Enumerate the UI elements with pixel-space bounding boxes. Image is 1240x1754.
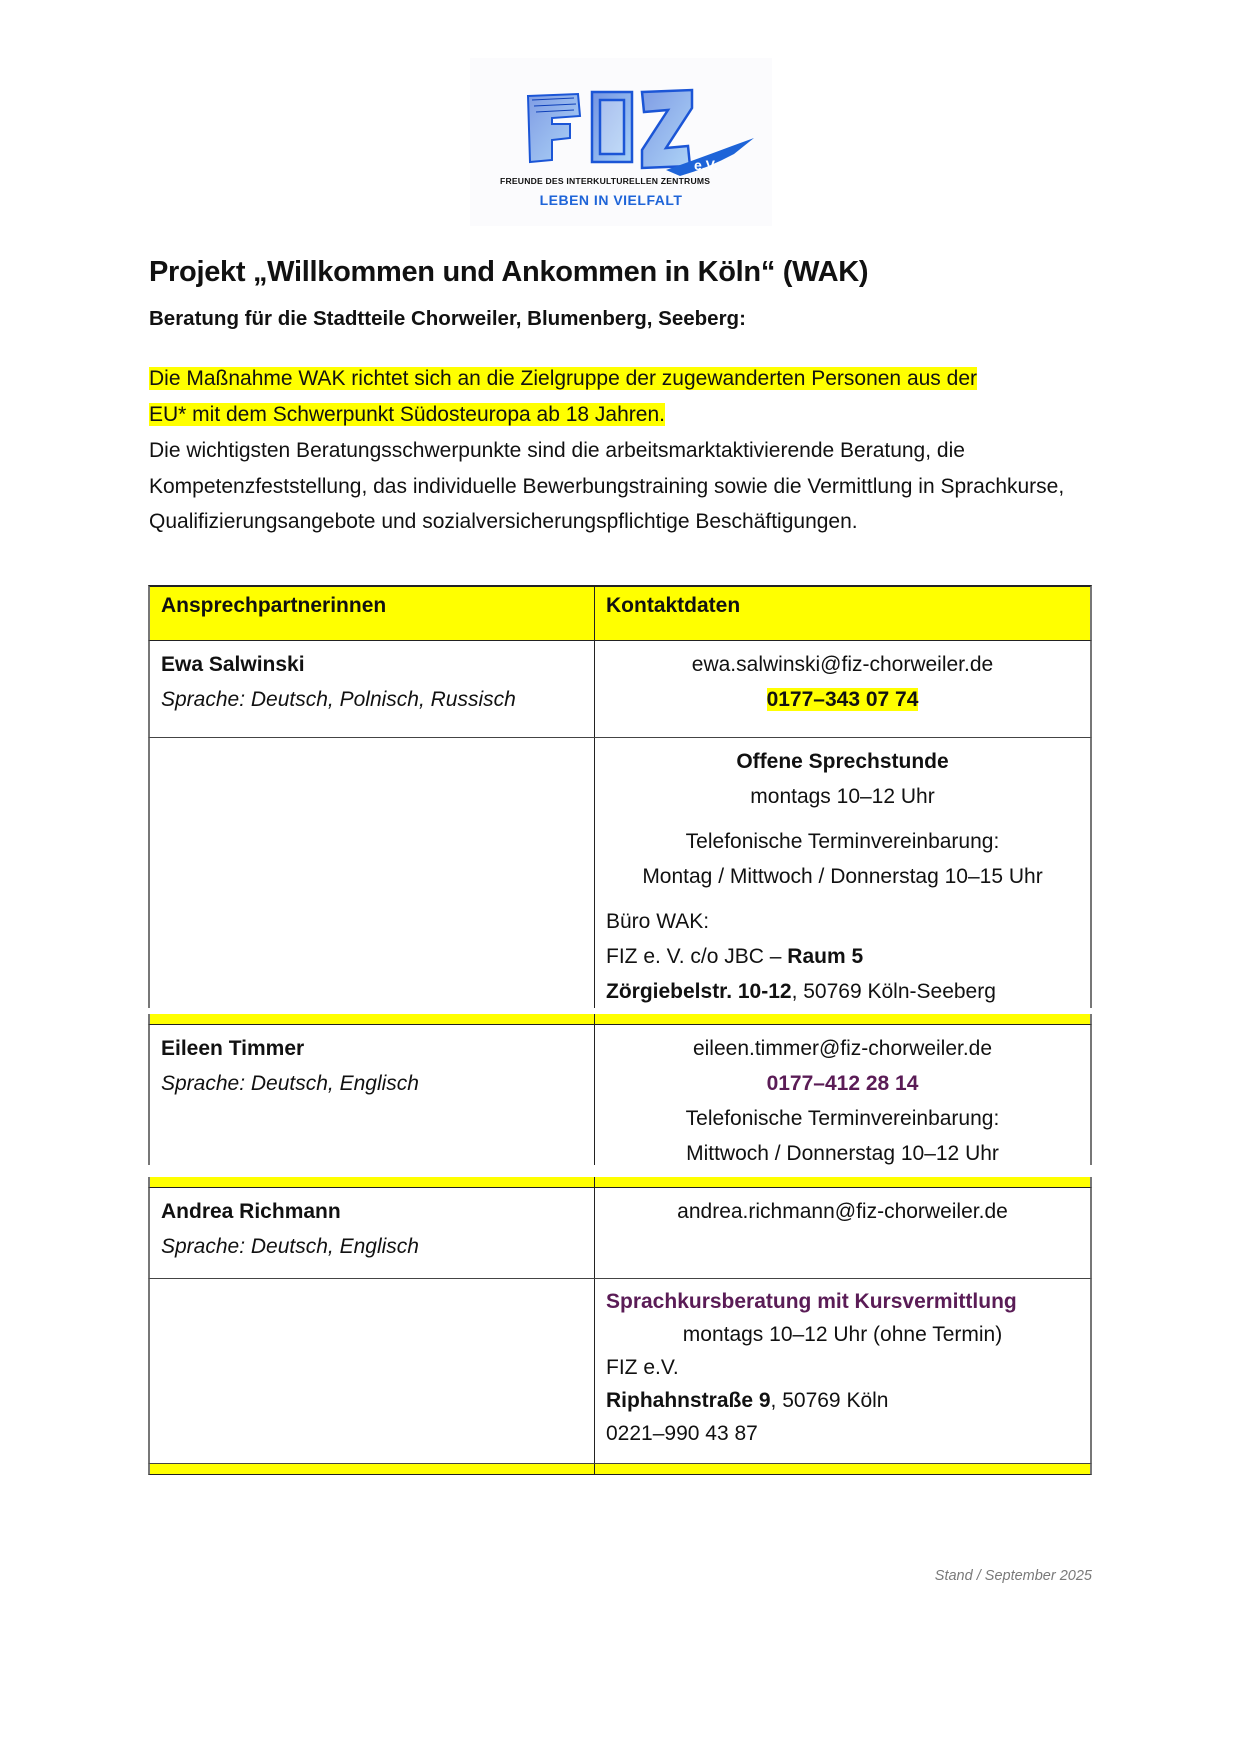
service-phone[interactable]: 0221–990 43 87 <box>606 1422 758 1445</box>
office-line <box>606 939 1079 974</box>
svg-text:e.V.: e.V. <box>694 157 718 173</box>
appointment-times: Montag / Mittwoch / Donnerstag 10–15 Uhr <box>642 865 1043 888</box>
contact-table-section-2 <box>148 1014 1092 1165</box>
office-label: Büro WAK: <box>606 910 710 933</box>
contact-email[interactable]: eileen.timmer@fiz-chorweiler.de <box>692 1037 993 1060</box>
appointment-label: Telefonische Terminvereinbarung: <box>685 830 1000 853</box>
office-room: Raum 5 <box>787 945 864 968</box>
page-title: Projekt „Willkommen und Ankommen in Köln“ (WAK) <box>149 256 869 288</box>
contact-languages: Sprache: Deutsch, Polnisch, Russisch <box>161 688 516 711</box>
logo-tagline-2: LEBEN IN VIELFALT <box>539 192 683 208</box>
service-city: , 50769 Köln <box>770 1389 889 1412</box>
office-city: , 50769 Köln-Seeberg <box>791 980 996 1003</box>
office-org: FIZ e. V. c/o JBC – <box>606 945 788 968</box>
office-hours: montags 10–12 Uhr <box>750 785 935 808</box>
contact-name: Eileen Timmer <box>161 1037 305 1060</box>
table-row <box>148 737 1092 1008</box>
intro-highlight-line-2: EU* mit dem Schwerpunkt Südosteuropa ab 18 Jahren. <box>149 403 665 426</box>
service-hours: montags 10–12 Uhr (ohne Termin) <box>682 1323 1003 1346</box>
table-bottom-band <box>148 1463 1092 1475</box>
intro-highlight <box>149 361 1099 433</box>
column-header-details: Kontaktdaten <box>606 594 741 617</box>
table-row <box>148 1025 1092 1165</box>
page-subtitle: Beratung für die Stadtteile Chorweiler, Blumenberg, Seeberg: <box>149 307 746 330</box>
logo-letter-f <box>528 94 580 162</box>
logo-letter-z <box>642 90 692 168</box>
table-row <box>148 1188 1092 1278</box>
service-address <box>606 1384 1079 1417</box>
service-street: Riphahnstraße 9 <box>606 1389 771 1412</box>
fiz-logo <box>470 58 772 226</box>
logo-letter-i <box>592 92 632 162</box>
column-header-contacts: Ansprechpartnerinnen <box>150 587 595 640</box>
office-street: Zörgiebelstr. 10-12 <box>606 980 792 1003</box>
contact-phone[interactable]: 0177–412 28 14 <box>766 1072 919 1095</box>
contact-name: Andrea Richmann <box>161 1200 341 1223</box>
office-address <box>606 974 1079 1009</box>
contact-table <box>148 585 1092 1008</box>
contact-email[interactable]: ewa.salwinski@fiz-chorweiler.de <box>691 653 994 676</box>
table-row <box>148 641 1092 737</box>
table-row <box>148 1278 1092 1463</box>
appointment-times: Mittwoch / Donnerstag 10–12 Uhr <box>686 1142 999 1165</box>
section-divider-band <box>148 1177 1092 1188</box>
intro-body: Die wichtigsten Beratungsschwerpunkte sind die arbeitsmarktaktivierende Beratung, die Kompetenzfeststellung, das individuelle Bewerbungstraining sowie die Vermittlung in Sprachkurse, Qualifizierungsangebote und sozialversicherungspflichtige Beschäftigungen. <box>149 439 1065 533</box>
table-header-row <box>148 585 1092 641</box>
document-date: Stand / September 2025 <box>934 1568 1092 1584</box>
service-org: FIZ e.V. <box>606 1356 679 1379</box>
contact-phone[interactable]: 0177–343 07 74 <box>766 688 919 711</box>
section-divider-band <box>148 1014 1092 1025</box>
contact-name: Ewa Salwinski <box>161 653 305 676</box>
office-hours-title: Offene Sprechstunde <box>736 750 949 773</box>
logo-tagline-1: FREUNDE DES INTERKULTURELLEN ZENTRUMS <box>500 176 711 186</box>
contact-languages: Sprache: Deutsch, Englisch <box>161 1235 419 1258</box>
contact-email[interactable]: andrea.richmann@fiz-chorweiler.de <box>677 1200 1008 1223</box>
intro-highlight-line-1: Die Maßnahme WAK richtet sich an die Zielgruppe der zugewanderten Personen aus der <box>149 367 977 390</box>
service-title: Sprachkursberatung mit Kursvermittlung <box>606 1290 1017 1313</box>
contact-table-section-3 <box>148 1177 1092 1475</box>
fiz-logo-graphic <box>470 58 772 178</box>
contact-languages: Sprache: Deutsch, Englisch <box>161 1072 419 1095</box>
appointment-label: Telefonische Terminvereinbarung: <box>685 1107 1000 1130</box>
